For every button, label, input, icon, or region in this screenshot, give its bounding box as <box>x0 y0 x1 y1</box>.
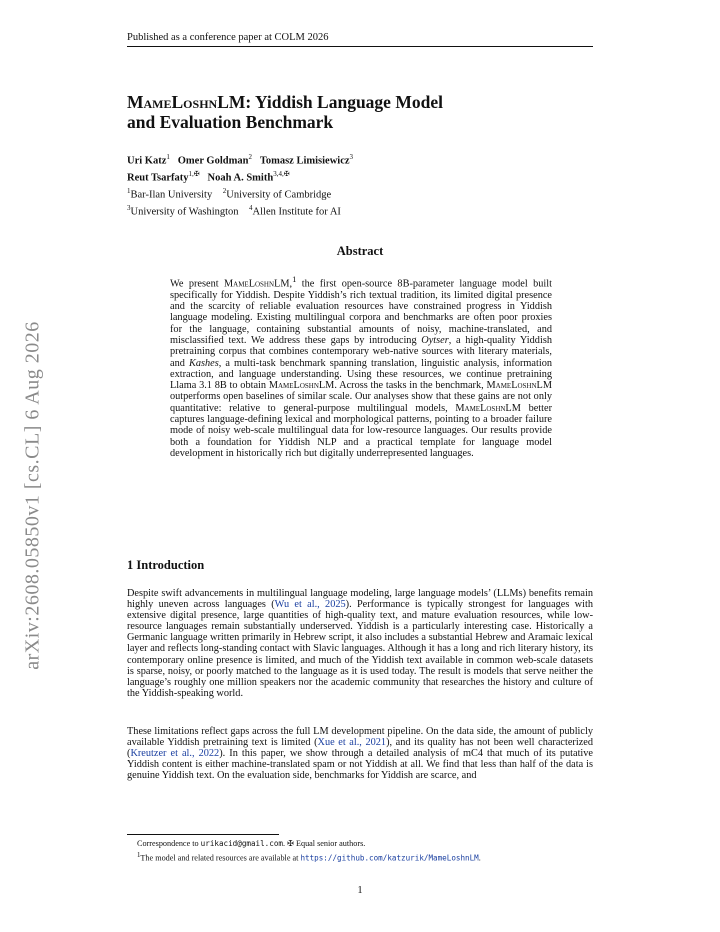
abstract-span: . Across the tasks in the benchmark, <box>334 380 487 392</box>
footnote-divider <box>127 834 279 835</box>
author-affil-mark: 3,4,✠ <box>273 170 290 178</box>
paragraph-span: ). Performance is typically strongest for languages with extensive digital presence, large quantities of high-quality text, and mature evaluation resources, while low-resource languages remain substantially underserved. Yiddish is a particularly interesting case. Historically a Germanic language written primarily in Hebrew script, it also includes a substantial Hebrew and Aramaic lexical layer and reflects long-standing contact with Slavic languages. Although it has a long and rich literary history, its contemporary online presence is limited, and much of the Yiddish text available in common web-scale datasets is sparse, noisy, or poorly matched to the language as it is used today. The result is models that serve neither the language’s roughly one million speakers nor the academic community that researches the history and culture of the Yiddish-speaking world. <box>127 599 593 699</box>
affiliation-row <box>127 185 597 202</box>
author-name: Noah A. Smith <box>207 172 274 184</box>
abstract-span: better captures language-defining lexical and morphological patterns, pointing to a broader failure mode of noisy web-scale multilingual data for low-resource languages. Our results provide both a foundation for Yiddish NLP and a practical template for language model development in historically rich but digitally underrepresented languages. <box>170 402 553 459</box>
footnote-1 <box>137 850 597 864</box>
author-name: Reut Tsarfaty <box>127 172 189 184</box>
model-name: MameLoshnLM <box>223 278 290 290</box>
paper-title <box>127 92 597 132</box>
author-affil-mark: 2 <box>248 153 252 161</box>
footnote-span: The model and related resources are available at <box>140 853 301 863</box>
model-name: MameLoshnLM <box>455 402 521 414</box>
title-model-name: MameLoshnLM <box>127 92 246 112</box>
author-name: Uri Katz <box>127 155 167 167</box>
model-name: MameLoshnLM <box>268 380 335 392</box>
author-affil-mark: 1,✠ <box>188 170 200 178</box>
affiliation-mark: 3 <box>127 204 131 212</box>
author-name: Omer Goldman <box>177 155 249 167</box>
author-block <box>127 151 597 219</box>
affiliation-mark: 1 <box>127 187 131 195</box>
abstract-span: , <box>289 278 293 290</box>
correspondence-email: urikacid@gmail.com <box>200 839 283 848</box>
citation-link[interactable]: Wu et al., 2025 <box>274 599 346 611</box>
corpus-name: Oytser <box>421 334 449 346</box>
author-name: Tomasz Limisiewicz <box>259 155 350 167</box>
affiliation-row <box>127 202 597 219</box>
benchmark-name: Kashes <box>188 357 219 369</box>
affiliation-mark: 2 <box>222 187 227 195</box>
affiliation-name: Allen Institute for AI <box>252 206 341 218</box>
footnote-mark: 1 <box>137 851 141 859</box>
intro-paragraph-1 <box>127 588 593 699</box>
affiliation-mark: 4 <box>249 204 253 212</box>
citation-link[interactable]: Kreutzer et al., 2022 <box>130 748 220 760</box>
introduction-heading: 1 Introduction <box>127 558 205 572</box>
author-affil-mark: 3 <box>349 153 354 161</box>
footnote-span: . <box>478 853 481 863</box>
author-affil-mark: 1 <box>166 153 170 161</box>
author-row <box>127 151 597 168</box>
abstract-span: , a high-quality Yiddish pretraining corpus that combines contemporary web-native sources with literary materials, and <box>170 334 552 369</box>
paragraph-span: These limitations reflect gaps across the full LM development pipeline. On the data side, the amount of publicly available Yiddish pretraining text is limited ( <box>127 726 593 749</box>
footnotes <box>137 838 597 864</box>
abstract-span: outperforms open baselines of similar scale. Our analyses show that these gains are not only quantitative: relative to general-purpose multilingual models, <box>170 391 552 414</box>
footnote-span: Correspondence to <box>137 839 201 848</box>
affiliation-name: University of Washington <box>130 206 239 218</box>
footnote-ref: 1 <box>292 274 297 284</box>
abstract-text <box>170 274 552 459</box>
abstract-heading: Abstract <box>336 244 384 258</box>
paragraph-span: ). In this paper, we show through a detailed analysis of mC4 that much of its putative Yiddish content is either machine-translated spam or not Yiddish at all. We find that less than half of the data is genuine Yiddish text. On the evaluation side, benchmarks for Yiddish are scarce, and <box>127 748 594 782</box>
repository-link[interactable]: https://github.com/katzurik/MameLoshnLM <box>300 853 479 863</box>
paragraph-span: Despite swift advancements in multilingual language modeling, large language models’ (LLMs) benefits remain highly uneven across languages ( <box>127 588 593 611</box>
abstract-span: the first open-source 8B-parameter language model built specifically for Yiddish. Despite Yiddish’s rich textual tradition, its limited digital presence and the scarcity of reliable evaluation resources have constrained progress in Yiddish language modeling. Existing multilingual corpora and benchmarks are often poor proxies for the language, containing substantial amounts of noisy, machine-translated, and misclassified text. We address these gaps by introducing <box>170 278 552 346</box>
page-number: 1 <box>357 885 363 896</box>
correspondence-note <box>137 838 597 850</box>
arxiv-identifier-text: arXiv:2608.05850v1 [cs.CL] 6 Aug 2026 <box>21 320 44 670</box>
author-row <box>127 168 597 185</box>
model-name: MameLoshnLM <box>486 380 552 392</box>
arxiv-identifier <box>12 320 54 670</box>
footnote-span: . ✠ Equal senior authors. <box>282 839 366 848</box>
running-header: Published as a conference paper at COLM 2026 <box>127 32 593 47</box>
intro-paragraph-2 <box>127 726 593 781</box>
title-line2: and Evaluation Benchmark <box>127 112 334 132</box>
affiliation-name: University of Cambridge <box>226 189 332 201</box>
abstract-span: , a multi-task benchmark spanning translation, linguistic analysis, information extraction, and language understanding. Using these resources, we continue pretraining Llama 3.1 8B to obtain <box>170 357 552 392</box>
title-line1-rest: : Yiddish Language Model <box>245 92 443 112</box>
affiliation-name: Bar-Ilan University <box>130 189 213 201</box>
abstract-span: We present <box>170 278 224 290</box>
citation-link[interactable]: Xue et al., 2021 <box>317 737 387 749</box>
paragraph-span: ), and its quality has not been well characterized ( <box>127 737 593 760</box>
